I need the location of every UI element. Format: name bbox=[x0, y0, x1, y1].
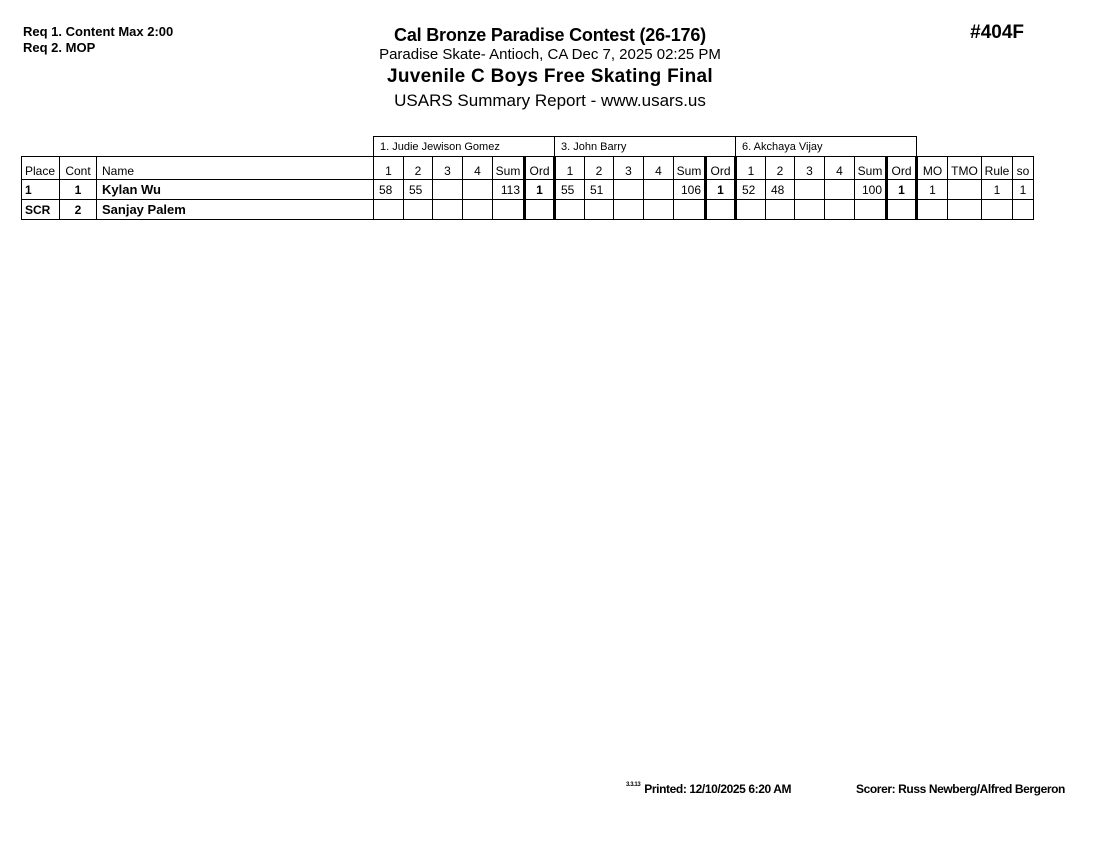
j3-score-2-cell bbox=[766, 200, 795, 220]
col-j1-score-3: 3 bbox=[433, 157, 463, 180]
report-name: USARS Summary Report - www.usars.us bbox=[394, 91, 706, 110]
j2-score-2-cell bbox=[585, 200, 614, 220]
so-cell bbox=[1013, 200, 1034, 220]
j1-score-2-cell bbox=[404, 200, 433, 220]
col-j2-ord: Ord bbox=[706, 157, 736, 180]
j1-score-4-cell bbox=[463, 180, 493, 200]
j2-score-2-cell: 51 bbox=[585, 180, 614, 200]
col-j2-score-1: 1 bbox=[555, 157, 585, 180]
col-rule: Rule bbox=[982, 157, 1013, 180]
mo-cell: 1 bbox=[917, 180, 948, 200]
col-tmo: TMO bbox=[948, 157, 982, 180]
j2-score-4-cell bbox=[644, 180, 674, 200]
col-place: Place bbox=[22, 157, 60, 180]
j2-ord-cell: 1 bbox=[706, 180, 736, 200]
judge-3-name: 6. Akchaya Vijay bbox=[736, 137, 917, 157]
col-j3-score-1: 1 bbox=[736, 157, 766, 180]
tmo-cell bbox=[948, 180, 982, 200]
cont-cell: 1 bbox=[60, 180, 97, 200]
j2-sum-cell: 106 bbox=[674, 180, 706, 200]
j2-score-4-cell bbox=[644, 200, 674, 220]
col-mo: MO bbox=[917, 157, 948, 180]
requirements bbox=[23, 24, 173, 56]
results-table bbox=[21, 156, 1034, 220]
header-row bbox=[22, 157, 1034, 180]
mo-cell bbox=[917, 200, 948, 220]
skater-name-cell: Kylan Wu bbox=[97, 180, 374, 200]
judge-header-table bbox=[373, 136, 917, 156]
j3-score-3-cell bbox=[795, 200, 825, 220]
j3-score-4-cell bbox=[825, 180, 855, 200]
j2-score-3-cell bbox=[614, 180, 644, 200]
col-name: Name bbox=[97, 157, 374, 180]
j3-sum-cell: 100 bbox=[855, 180, 887, 200]
event-number: #404F bbox=[970, 22, 1024, 43]
col-j3-score-3: 3 bbox=[795, 157, 825, 180]
j1-sum-cell: 113 bbox=[493, 180, 525, 200]
j3-score-1-cell: 52 bbox=[736, 180, 766, 200]
scorer-credit: Scorer: Russ Newberg/Alfred Bergeron bbox=[856, 782, 1065, 796]
j2-score-1-cell: 55 bbox=[555, 180, 585, 200]
skater-name-cell: Sanjay Palem bbox=[97, 200, 374, 220]
place-cell: SCR bbox=[22, 200, 60, 220]
col-so: so bbox=[1013, 157, 1034, 180]
j3-ord-cell bbox=[887, 200, 917, 220]
contest-title: Cal Bronze Paradise Contest (26-176) bbox=[394, 25, 706, 45]
requirement-1: Req 1. Content Max 2:00 bbox=[23, 24, 174, 39]
judge-2-name: 3. John Barry bbox=[555, 137, 736, 157]
col-j1-ord: Ord bbox=[525, 157, 555, 180]
j2-score-3-cell bbox=[614, 200, 644, 220]
col-j3-score-2: 2 bbox=[766, 157, 795, 180]
judge-1-name: 1. Judie Jewison Gomez bbox=[374, 137, 555, 157]
j1-ord-cell bbox=[525, 200, 555, 220]
place-cell: 1 bbox=[22, 180, 60, 200]
j2-sum-cell bbox=[674, 200, 706, 220]
j3-score-1-cell bbox=[736, 200, 766, 220]
report-header bbox=[250, 24, 850, 113]
col-j1-sum: Sum bbox=[493, 157, 525, 180]
j3-ord-cell: 1 bbox=[887, 180, 917, 200]
col-j1-score-1: 1 bbox=[374, 157, 404, 180]
j1-score-1-cell bbox=[374, 200, 404, 220]
requirement-2: Req 2. MOP bbox=[23, 40, 96, 55]
event-name: Juvenile C Boys Free Skating Final bbox=[387, 66, 713, 87]
table-row bbox=[22, 200, 1034, 220]
cont-cell: 2 bbox=[60, 200, 97, 220]
rule-cell: 1 bbox=[982, 180, 1013, 200]
j3-sum-cell bbox=[855, 200, 887, 220]
j1-score-3-cell bbox=[433, 180, 463, 200]
j3-score-2-cell: 48 bbox=[766, 180, 795, 200]
col-j2-score-4: 4 bbox=[644, 157, 674, 180]
j2-score-1-cell bbox=[555, 200, 585, 220]
col-j2-sum: Sum bbox=[674, 157, 706, 180]
printed-timestamp bbox=[626, 782, 791, 796]
j3-score-4-cell bbox=[825, 200, 855, 220]
j1-ord-cell: 1 bbox=[525, 180, 555, 200]
col-j3-score-4: 4 bbox=[825, 157, 855, 180]
so-cell: 1 bbox=[1013, 180, 1034, 200]
j3-score-3-cell bbox=[795, 180, 825, 200]
j1-score-4-cell bbox=[463, 200, 493, 220]
rule-cell bbox=[982, 200, 1013, 220]
location-line: Paradise Skate- Antioch, CA Dec 7, 2025 02:25 PM bbox=[379, 46, 721, 63]
col-j3-ord: Ord bbox=[887, 157, 917, 180]
j1-sum-cell bbox=[493, 200, 525, 220]
col-j2-score-3: 3 bbox=[614, 157, 644, 180]
table-row bbox=[22, 180, 1034, 200]
software-version: 3.3.13 bbox=[626, 782, 641, 788]
col-j2-score-2: 2 bbox=[585, 157, 614, 180]
col-cont: Cont bbox=[60, 157, 97, 180]
col-j3-sum: Sum bbox=[855, 157, 887, 180]
col-j1-score-2: 2 bbox=[404, 157, 433, 180]
j2-ord-cell bbox=[706, 200, 736, 220]
printed-label: Printed: 12/10/2025 6:20 AM bbox=[644, 782, 792, 796]
tmo-cell bbox=[948, 200, 982, 220]
j1-score-2-cell: 55 bbox=[404, 180, 433, 200]
j1-score-1-cell: 58 bbox=[374, 180, 404, 200]
j1-score-3-cell bbox=[433, 200, 463, 220]
col-j1-score-4: 4 bbox=[463, 157, 493, 180]
